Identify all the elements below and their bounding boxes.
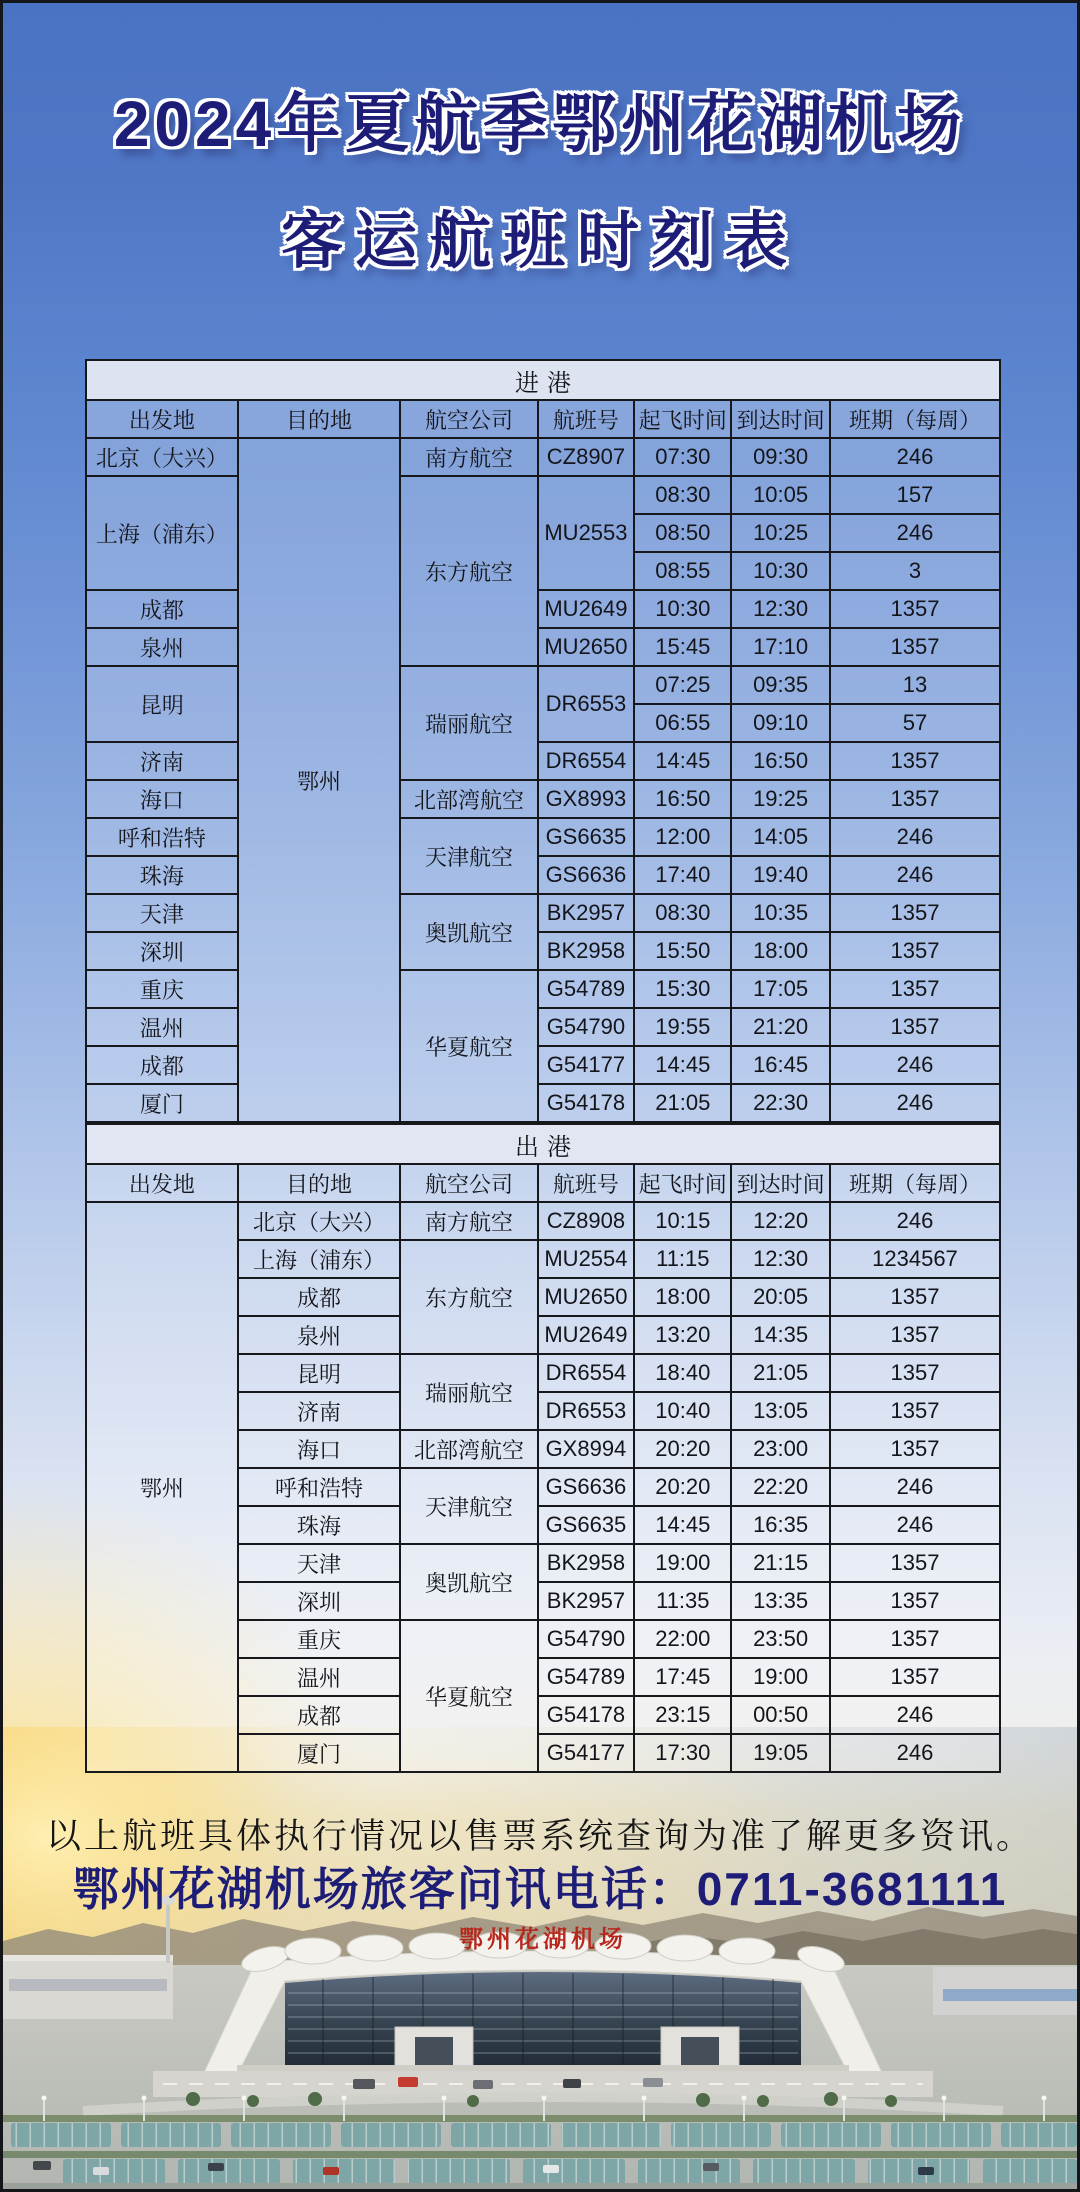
cell: 泉州 bbox=[86, 628, 238, 666]
cell: 17:45 bbox=[634, 1658, 731, 1696]
cell: 246 bbox=[830, 1468, 1000, 1506]
cell: 17:40 bbox=[634, 856, 731, 894]
cell: 21:20 bbox=[731, 1008, 830, 1046]
cell: 07:30 bbox=[634, 438, 731, 476]
cell: DR6554 bbox=[538, 742, 635, 780]
cell: 16:50 bbox=[634, 780, 731, 818]
flight-row bbox=[86, 894, 1000, 932]
cell: 20:20 bbox=[634, 1430, 731, 1468]
cell: 13:35 bbox=[731, 1582, 830, 1620]
cell: 1357 bbox=[830, 1278, 1000, 1316]
section-title: 进港 bbox=[86, 360, 1000, 400]
cell: GS6635 bbox=[538, 1506, 635, 1544]
column-header: 起飞时间 bbox=[634, 1164, 731, 1202]
flight-row bbox=[86, 590, 1000, 628]
column-header: 起飞时间 bbox=[634, 400, 731, 438]
cell: 成都 bbox=[238, 1278, 401, 1316]
cell: 09:35 bbox=[731, 666, 830, 704]
cell: 14:45 bbox=[634, 1506, 731, 1544]
column-header: 航班号 bbox=[538, 400, 635, 438]
cell: 15:50 bbox=[634, 932, 731, 970]
cell: 华夏航空 bbox=[400, 970, 537, 1122]
cell: 1357 bbox=[830, 932, 1000, 970]
cell: 19:05 bbox=[731, 1734, 830, 1772]
cell: 东方航空 bbox=[400, 476, 537, 666]
cell: 成都 bbox=[86, 1046, 238, 1084]
cell: 上海（浦东） bbox=[86, 476, 238, 590]
cell: 09:10 bbox=[731, 704, 830, 742]
cell: 16:50 bbox=[731, 742, 830, 780]
cell: 14:45 bbox=[634, 742, 731, 780]
flight-timetable bbox=[85, 359, 1001, 1773]
cell: MU2649 bbox=[538, 1316, 635, 1354]
cell: 21:05 bbox=[731, 1354, 830, 1392]
section-title: 出港 bbox=[86, 1124, 1000, 1164]
cell: 246 bbox=[830, 1696, 1000, 1734]
column-header: 航空公司 bbox=[400, 1164, 537, 1202]
cell: BK2958 bbox=[538, 932, 635, 970]
cell: 南方航空 bbox=[400, 1202, 537, 1240]
title-line-2: 客运航班时刻表 bbox=[280, 207, 799, 276]
cell: MU2649 bbox=[538, 590, 635, 628]
cell: MU2650 bbox=[538, 628, 635, 666]
cell: 温州 bbox=[86, 1008, 238, 1046]
cell: 成都 bbox=[238, 1696, 401, 1734]
cell: 厦门 bbox=[238, 1734, 401, 1772]
cell: 20:20 bbox=[634, 1468, 731, 1506]
cell: 20:05 bbox=[731, 1278, 830, 1316]
cell: GS6636 bbox=[538, 856, 635, 894]
cell: 成都 bbox=[86, 590, 238, 628]
cell: 22:00 bbox=[634, 1620, 731, 1658]
flight-row bbox=[86, 666, 1000, 704]
cell: 1357 bbox=[830, 1392, 1000, 1430]
footer-note: 以上航班具体执行情况以售票系统查询为准了解更多资讯。 bbox=[45, 1817, 1034, 1856]
cell: 13:20 bbox=[634, 1316, 731, 1354]
cell: 呼和浩特 bbox=[86, 818, 238, 856]
cell: 1357 bbox=[830, 780, 1000, 818]
cell: 上海（浦东） bbox=[238, 1240, 401, 1278]
cell: 珠海 bbox=[238, 1506, 401, 1544]
cell: 07:25 bbox=[634, 666, 731, 704]
flight-row bbox=[86, 742, 1000, 780]
cell: GS6635 bbox=[538, 818, 635, 856]
flight-row bbox=[86, 1084, 1000, 1122]
cell: G54790 bbox=[538, 1620, 635, 1658]
cell: 18:00 bbox=[731, 932, 830, 970]
cell: 14:05 bbox=[731, 818, 830, 856]
cell: 北京（大兴） bbox=[86, 438, 238, 476]
column-header: 班期（每周） bbox=[830, 400, 1000, 438]
cell: 10:30 bbox=[731, 552, 830, 590]
cell: 21:05 bbox=[634, 1084, 731, 1122]
cell: 北部湾航空 bbox=[400, 1430, 537, 1468]
cell: 18:40 bbox=[634, 1354, 731, 1392]
cell: G54178 bbox=[538, 1696, 635, 1734]
cell: 16:35 bbox=[731, 1506, 830, 1544]
column-header: 到达时间 bbox=[731, 1164, 830, 1202]
cell: 深圳 bbox=[86, 932, 238, 970]
cell: 1357 bbox=[830, 1620, 1000, 1658]
arrivals-table bbox=[85, 359, 1001, 1123]
flight-row bbox=[86, 1046, 1000, 1084]
cell: 1357 bbox=[830, 1658, 1000, 1696]
cell: 10:25 bbox=[731, 514, 830, 552]
cell: 14:45 bbox=[634, 1046, 731, 1084]
cell: 08:30 bbox=[634, 476, 731, 514]
cell: 北部湾航空 bbox=[400, 780, 537, 818]
title-line-1: 2024年夏航季鄂州花湖机场 bbox=[113, 88, 967, 160]
cell: 23:15 bbox=[634, 1696, 731, 1734]
cell: DR6553 bbox=[538, 666, 635, 742]
cell: 12:30 bbox=[731, 1240, 830, 1278]
cell: 22:30 bbox=[731, 1084, 830, 1122]
cell: 奥凯航空 bbox=[400, 1544, 537, 1620]
cell: 21:15 bbox=[731, 1544, 830, 1582]
footer-phone bbox=[3, 1853, 1077, 1919]
cell: MU2553 bbox=[538, 476, 635, 590]
cell: 10:15 bbox=[634, 1202, 731, 1240]
cell: 1357 bbox=[830, 1354, 1000, 1392]
cell: 10:05 bbox=[731, 476, 830, 514]
poster-title bbox=[3, 73, 1077, 280]
cell: 天津 bbox=[86, 894, 238, 932]
cell: 10:30 bbox=[634, 590, 731, 628]
cell: 华夏航空 bbox=[400, 1620, 537, 1772]
cell: MU2650 bbox=[538, 1278, 635, 1316]
phone-label: 鄂州花湖机场旅客问讯电话： bbox=[72, 1863, 697, 1915]
cell: 北京（大兴） bbox=[238, 1202, 401, 1240]
column-header: 到达时间 bbox=[731, 400, 830, 438]
cell: 246 bbox=[830, 1046, 1000, 1084]
cell: BK2957 bbox=[538, 894, 635, 932]
cell: 昆明 bbox=[86, 666, 238, 742]
cell: 1357 bbox=[830, 1008, 1000, 1046]
cell: 天津航空 bbox=[400, 1468, 537, 1544]
cell: 19:40 bbox=[731, 856, 830, 894]
cell: G54789 bbox=[538, 1658, 635, 1696]
cell: G54177 bbox=[538, 1734, 635, 1772]
cell: 1357 bbox=[830, 1316, 1000, 1354]
flight-row bbox=[86, 818, 1000, 856]
cell: 09:30 bbox=[731, 438, 830, 476]
cell: 14:35 bbox=[731, 1316, 830, 1354]
cell: 22:20 bbox=[731, 1468, 830, 1506]
column-header: 航班号 bbox=[538, 1164, 635, 1202]
flight-row bbox=[86, 1202, 1000, 1240]
cell: 济南 bbox=[238, 1392, 401, 1430]
cell: G54790 bbox=[538, 1008, 635, 1046]
cell: 246 bbox=[830, 438, 1000, 476]
cell: GX8994 bbox=[538, 1430, 635, 1468]
cell: 246 bbox=[830, 818, 1000, 856]
cell: 南方航空 bbox=[400, 438, 537, 476]
cell: GS6636 bbox=[538, 1468, 635, 1506]
cell: BK2957 bbox=[538, 1582, 635, 1620]
cell: 鄂州 bbox=[238, 438, 401, 1122]
cell: GX8993 bbox=[538, 780, 635, 818]
cell: 深圳 bbox=[238, 1582, 401, 1620]
cell: 1234567 bbox=[830, 1240, 1000, 1278]
cell: 济南 bbox=[86, 742, 238, 780]
cell: 246 bbox=[830, 514, 1000, 552]
cell: 12:20 bbox=[731, 1202, 830, 1240]
cell: 天津 bbox=[238, 1544, 401, 1582]
cell: DR6553 bbox=[538, 1392, 635, 1430]
cell: 15:45 bbox=[634, 628, 731, 666]
cell: 瑞丽航空 bbox=[400, 666, 537, 780]
cell: G54177 bbox=[538, 1046, 635, 1084]
cell: 246 bbox=[830, 1506, 1000, 1544]
cell: CZ8907 bbox=[538, 438, 635, 476]
cell: 1357 bbox=[830, 1430, 1000, 1468]
cell: 重庆 bbox=[238, 1620, 401, 1658]
cell: 11:15 bbox=[634, 1240, 731, 1278]
cell: 19:25 bbox=[731, 780, 830, 818]
cell: 东方航空 bbox=[400, 1240, 537, 1354]
cell: 246 bbox=[830, 1202, 1000, 1240]
cell: 1357 bbox=[830, 970, 1000, 1008]
cell: 10:35 bbox=[731, 894, 830, 932]
column-header: 出发地 bbox=[86, 1164, 238, 1202]
cell: G54789 bbox=[538, 970, 635, 1008]
flight-row bbox=[86, 438, 1000, 476]
cell: 19:00 bbox=[634, 1544, 731, 1582]
flight-row bbox=[86, 628, 1000, 666]
column-header: 航空公司 bbox=[400, 400, 537, 438]
cell: 08:50 bbox=[634, 514, 731, 552]
column-header: 目的地 bbox=[238, 400, 401, 438]
cell: 13 bbox=[830, 666, 1000, 704]
cell: 23:50 bbox=[731, 1620, 830, 1658]
cell: 157 bbox=[830, 476, 1000, 514]
airport-photo bbox=[3, 1727, 1080, 2189]
cell: 1357 bbox=[830, 628, 1000, 666]
cell: 昆明 bbox=[238, 1354, 401, 1392]
cell: MU2554 bbox=[538, 1240, 635, 1278]
cell: 17:10 bbox=[731, 628, 830, 666]
cell: 19:55 bbox=[634, 1008, 731, 1046]
flight-row bbox=[86, 970, 1000, 1008]
cell: 19:00 bbox=[731, 1658, 830, 1696]
cell: 13:05 bbox=[731, 1392, 830, 1430]
departures-table bbox=[85, 1123, 1001, 1773]
cell: CZ8908 bbox=[538, 1202, 635, 1240]
cell: 厦门 bbox=[86, 1084, 238, 1122]
cell: 17:05 bbox=[731, 970, 830, 1008]
cell: 呼和浩特 bbox=[238, 1468, 401, 1506]
cell: 06:55 bbox=[634, 704, 731, 742]
cell: DR6554 bbox=[538, 1354, 635, 1392]
cell: G54178 bbox=[538, 1084, 635, 1122]
flight-row bbox=[86, 1008, 1000, 1046]
flight-row bbox=[86, 476, 1000, 514]
cell: 天津航空 bbox=[400, 818, 537, 894]
flight-row bbox=[86, 856, 1000, 894]
cell: 11:35 bbox=[634, 1582, 731, 1620]
cell: 1357 bbox=[830, 1544, 1000, 1582]
cell: 246 bbox=[830, 1084, 1000, 1122]
cell: 08:55 bbox=[634, 552, 731, 590]
cell: 246 bbox=[830, 1734, 1000, 1772]
cell: 12:00 bbox=[634, 818, 731, 856]
cell: 1357 bbox=[830, 590, 1000, 628]
cell: 瑞丽航空 bbox=[400, 1354, 537, 1430]
cell: 15:30 bbox=[634, 970, 731, 1008]
cell: 海口 bbox=[86, 780, 238, 818]
cell: 1357 bbox=[830, 742, 1000, 780]
cell: 1357 bbox=[830, 1582, 1000, 1620]
cell: 246 bbox=[830, 856, 1000, 894]
cell: 18:00 bbox=[634, 1278, 731, 1316]
cell: 1357 bbox=[830, 894, 1000, 932]
cell: 00:50 bbox=[731, 1696, 830, 1734]
flight-row bbox=[86, 932, 1000, 970]
cell: 泉州 bbox=[238, 1316, 401, 1354]
cell: 23:00 bbox=[731, 1430, 830, 1468]
cell: 16:45 bbox=[731, 1046, 830, 1084]
cell: 珠海 bbox=[86, 856, 238, 894]
cell: 08:30 bbox=[634, 894, 731, 932]
cell: 温州 bbox=[238, 1658, 401, 1696]
cell: 海口 bbox=[238, 1430, 401, 1468]
cell: 10:40 bbox=[634, 1392, 731, 1430]
cell: 奥凯航空 bbox=[400, 894, 537, 970]
flight-row bbox=[86, 780, 1000, 818]
cell: 3 bbox=[830, 552, 1000, 590]
cell: 12:30 bbox=[731, 590, 830, 628]
roof-sign: 鄂州花湖机场 bbox=[459, 1926, 627, 1953]
column-header: 目的地 bbox=[238, 1164, 401, 1202]
column-header: 出发地 bbox=[86, 400, 238, 438]
column-header: 班期（每周） bbox=[830, 1164, 1000, 1202]
cell: BK2958 bbox=[538, 1544, 635, 1582]
cell: 重庆 bbox=[86, 970, 238, 1008]
phone-number: 0711-3681111 bbox=[696, 1863, 1008, 1915]
cell: 17:30 bbox=[634, 1734, 731, 1772]
cell: 57 bbox=[830, 704, 1000, 742]
cell: 鄂州 bbox=[86, 1202, 238, 1772]
